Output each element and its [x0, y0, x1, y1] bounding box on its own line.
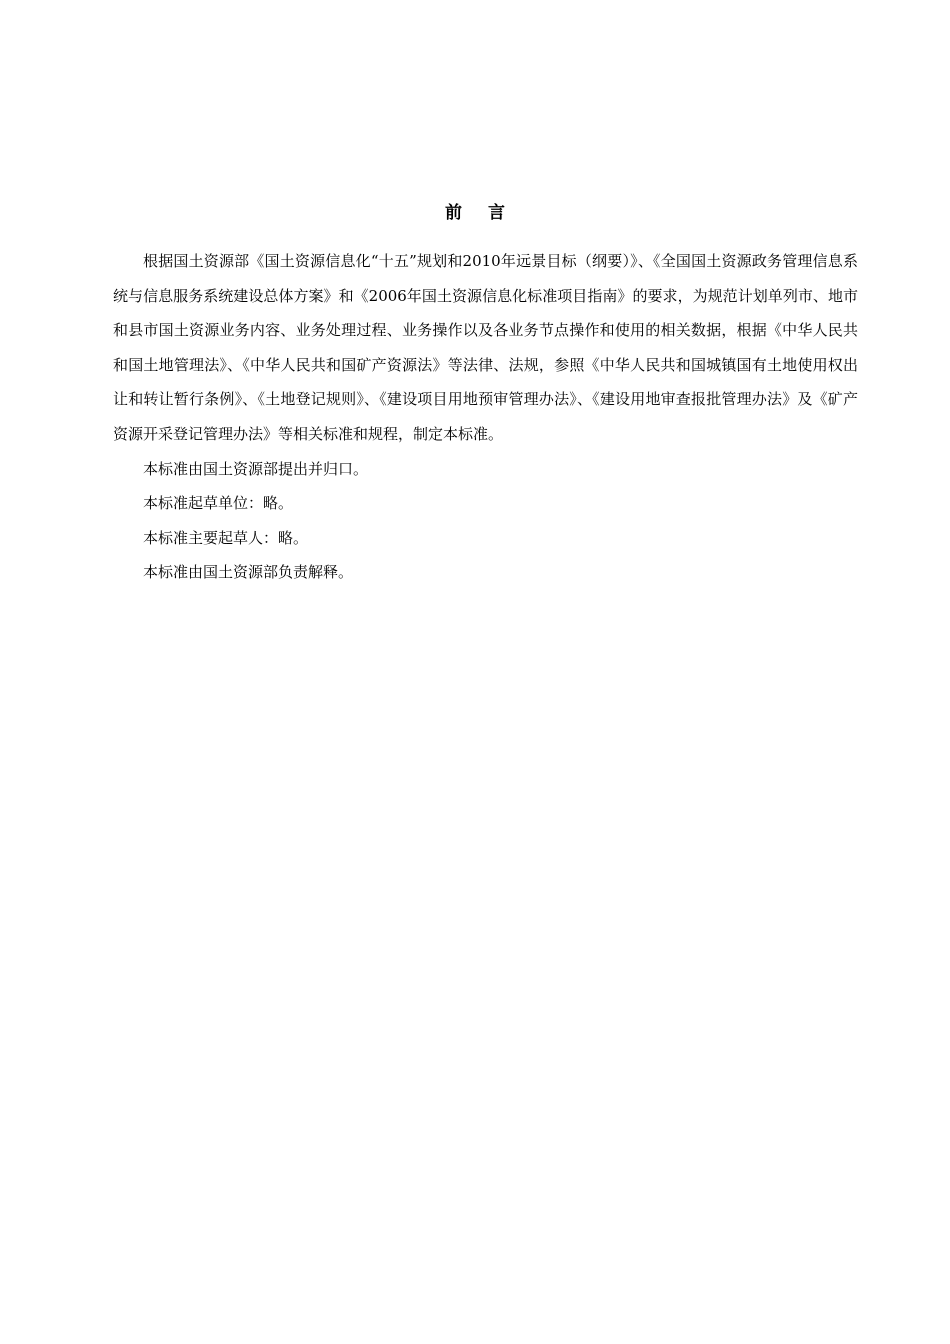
paragraph-drafters: 本标准主要起草人：略。	[143, 528, 309, 547]
paragraph-proposer: 本标准由国土资源部提出并归口。	[143, 459, 369, 478]
title-part-1: 前	[445, 203, 462, 223]
paragraph-basis: 根据国土资源部《国土资源信息化“十五”规划和2010年远景目标（纲要）》、《全国国土资源政务管理信息系统与信息服务系统建设总体方案》和《2006年国土资源信息化标准项目指南》的要求，为规范计划单列市、地市和县市国土资源业务内容、业务处理过程、业务操作以及各业务节点操作和使用的相关数据，根据《中华人民共和国土地管理法》、《中华人民共和国矿产资源法》等法律、法规，参照《中华人民共和国城镇国有土地使用权出让和转让暂行条例》、《土地登记规则》、《建设项目用地预审管理办法》、《建设用地审查报批管理办法》及《矿产资源开采登记管理办法》等相关标准和规程，制定本标准。	[113, 252, 858, 443]
paragraph-drafting-unit: 本标准起草单位：略。	[143, 494, 294, 513]
paragraph-interpretation: 本标准由国土资源部负责解释。	[143, 563, 354, 582]
page-title	[0, 199, 950, 227]
preface-body	[113, 244, 858, 590]
title-part-2: 言	[488, 203, 505, 223]
